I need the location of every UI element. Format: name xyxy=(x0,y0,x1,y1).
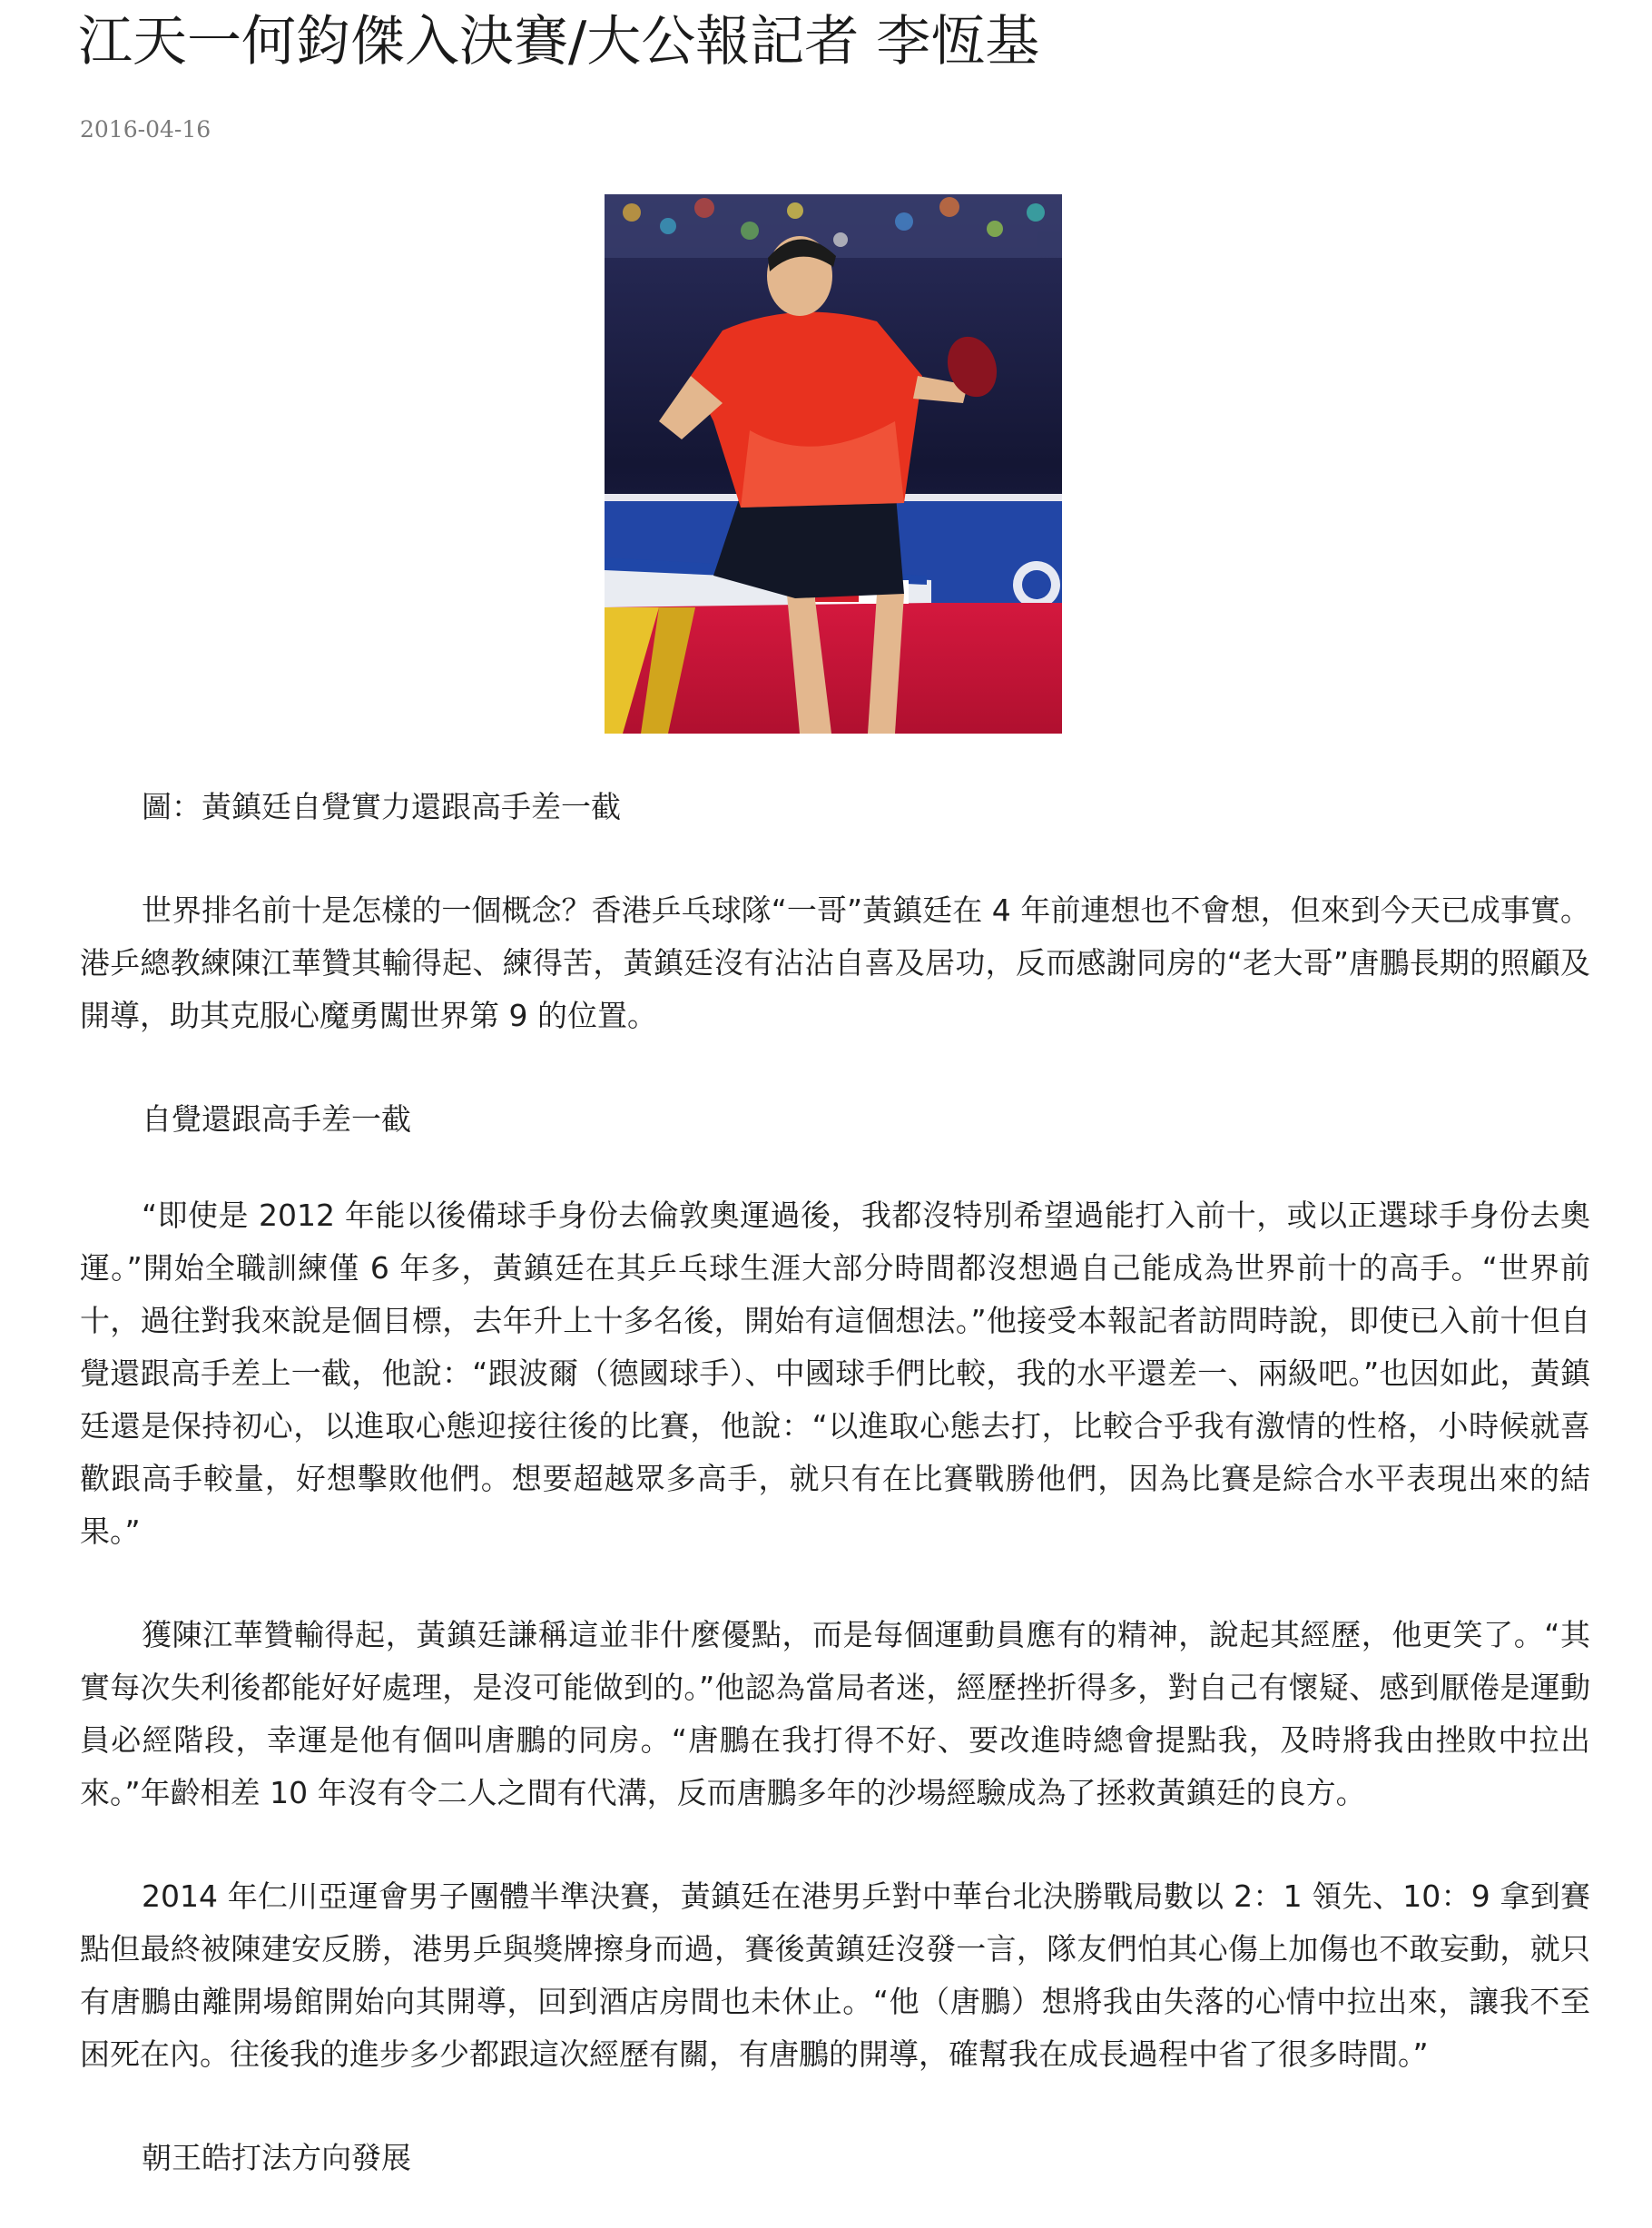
photo-caption: 圖：黃鎮廷自覺實力還跟高手差一截 xyxy=(142,789,621,824)
paragraph: 2014 年仁川亞運會男子團體半準決賽，黃鎮廷在港男乒對中華台北決勝戰局數以 2：1 領先、10：9 拿到賽點但最終被陳建安反勝，港男乒與獎牌擦身而過，賽後黃鎮廷沒發一言，隊友們怕其心傷上加傷也不敢妄動，就只有唐鵬由離開場館開始向其開導，回到酒店房間也未休止。“他（唐鵬）想將我由失落的心情中拉出來，讓我不至困死在內。往後我的進步多少都跟這次經歷有關，有唐鵬的開導，確幫我在成長過程中省了很多時間。” xyxy=(80,1878,1590,2072)
article-photo xyxy=(605,194,1062,734)
section-subheading: 朝王皓打法方向發展 xyxy=(142,2140,411,2175)
article-body xyxy=(80,781,1590,2228)
paragraph: 世界排名前十是怎樣的一個概念？香港乒乓球隊“一哥”黃鎮廷在 4 年前連想也不會想，但來到今天已成事實。港乒總教練陳江華贊其輸得起、練得苦，黃鎮廷沒有沾沾自喜及居功，反而感謝同房的“老大哥”唐鵬長期的照顧及開導，助其克服心魔勇闖世界第 9 的位置。 xyxy=(80,892,1590,1033)
section-subheading: 自覺還跟高手差一截 xyxy=(142,1101,411,1137)
table-tennis-player-photo-icon xyxy=(605,194,1062,734)
paragraph: 獲陳江華贊輸得起，黃鎮廷謙稱這並非什麼優點，而是每個運動員應有的精神，說起其經歷，他更笑了。“其實每次失利後都能好好處理，是沒可能做到的。”他認為當局者迷，經歷挫折得多，對自己有懷疑、感到厭倦是運動員必經階段，幸運是他有個叫唐鵬的同房。“唐鵬在我打得不好、要改進時總會提點我，及時將我由挫敗中拉出來。”年齡相差 10 年沒有令二人之間有代溝，反而唐鵬多年的沙場經驗成為了拯救黃鎮廷的良方。 xyxy=(80,1617,1590,1810)
article-title: 江天一何鈞傑入決賽/大公報記者 李恆基 xyxy=(78,10,1040,74)
paragraph: “即使是 2012 年能以後備球手身份去倫敦奧運過後，我都沒特別希望過能打入前十，或以正選球手身份去奧運。”開始全職訓練僅 6 年多，黃鎮廷在其乒乓球生涯大部分時間都沒想過自己能成為世界前十的高手。“世界前十，過往對我來說是個目標，去年升上十多名後，開始有這個想法。”他接受本報記者訪問時說，即使已入前十但自覺還跟高手差上一截，他說：“跟波爾（德國球手）、中國球手們比較，我的水平還差一、兩級吧。”也因如此，黃鎮廷還是保持初心，以進取心態迎接往後的比賽，他說：“以進取心態去打，比較合乎我有激情的性格，小時候就喜歡跟高手較量，好想擊敗他們。想要超越眾多高手，就只有在比賽戰勝他們，因為比賽是綜合水平表現出來的結果。” xyxy=(80,1198,1590,1549)
article-date: 2016-04-16 xyxy=(80,116,211,143)
